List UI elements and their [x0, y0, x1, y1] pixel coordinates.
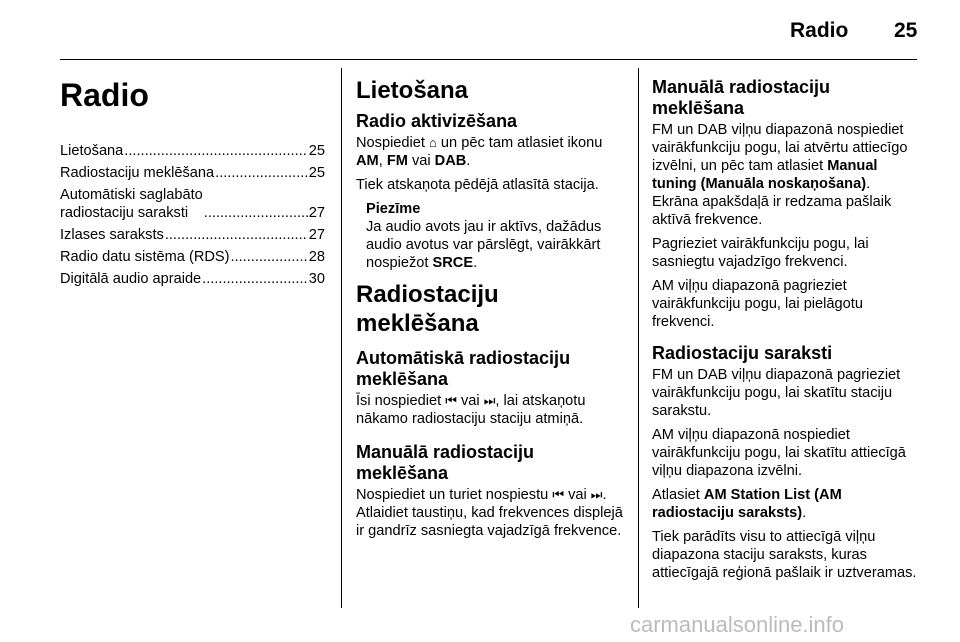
toc-list: [60, 142, 325, 288]
page-number: 25: [894, 19, 918, 42]
seek-forward-icon: ⏭: [483, 393, 496, 408]
usage-heading: Lietošana: [356, 77, 469, 104]
toc-entry-title: Radio datu sistēma (RDS): [60, 249, 230, 265]
station-lists-heading: Radiostaciju saraksti: [652, 343, 833, 363]
manual-search-heading: Manuālā radiostaciju meklēšana: [356, 442, 535, 483]
toc-entry-page: 25: [308, 165, 325, 181]
auto-search-paragraph: Īsi nospiediet ⏮ vai ⏭, lai atskaņotu nākamo radiostaciju staciju atmiņā.: [356, 393, 586, 427]
toc-leader-dots: [204, 204, 308, 222]
toc-entry[interactable]: [60, 226, 325, 244]
station-lists-paragraph-4: Tiek parādīts visu to attiecīgā viļņu diapazona staciju saraksts, kuras attiecīgajā reģionā pašlaik ir uztveramas.: [652, 529, 917, 581]
manual-tuning-paragraph-2: Pagrieziet vairākfunkciju pogu, lai sasniegtu vajadzīgo frekvenci.: [652, 236, 869, 270]
toc-entry-page: 28: [308, 249, 325, 265]
seek-forward-icon: ⏭: [590, 487, 603, 502]
column-divider-1: [341, 68, 342, 608]
note-title: Piezīme: [366, 201, 421, 217]
watermark: carmanualsonline.info: [630, 612, 845, 637]
station-lists-paragraph-1: FM un DAB viļņu diapazonā pagrieziet vairākfunkciju pogu, lai skatītu staciju sarakstu.: [652, 367, 901, 419]
seek-back-icon: ⏮: [445, 393, 457, 408]
toc-entry[interactable]: [60, 164, 325, 182]
toc-entry-title: Izlases saraksts: [60, 227, 164, 243]
station-lists-paragraph-3: Atlasiet AM Station List (AM radiostaciju saraksts).: [652, 487, 842, 521]
toc-leader-dots: [124, 142, 307, 160]
search-heading: Radiostaciju meklēšana: [356, 281, 499, 337]
auto-search-heading: Automātiskā radiostaciju meklēšana: [356, 348, 571, 389]
toc-entry[interactable]: [60, 142, 325, 160]
header-rule: [60, 59, 917, 60]
activate-paragraph: Nospiediet ⌂ un pēc tam atlasiet ikonu AM, FM vai DAB.: [356, 135, 603, 169]
toc-leader-dots: [165, 226, 308, 244]
toc-leader-dots: [231, 248, 308, 266]
seek-back-icon: ⏮: [552, 487, 565, 502]
station-lists-paragraph-2: AM viļņu diapazonā nospiediet vairākfunkciju pogu, lai skatītu attiecīgā viļņu diapazona izvēlni.: [652, 427, 906, 479]
toc-entry[interactable]: [60, 248, 325, 266]
toc-entry-title: Digitālā audio apraide: [60, 271, 202, 287]
activate-paragraph-2: Tiek atskaņota pēdējā atlasītā stacija.: [356, 177, 599, 193]
column-divider-2: [638, 68, 639, 608]
manual-tuning-paragraph-1: FM un DAB viļņu diapazonā nospiediet vairākfunkciju pogu, lai atvērtu attiecīgo izvēlni, un pēc tam atlasiet Manual tuning (Manuāla noskaņošana). Ekrāna apakšdaļā ir redzama pašlaik aktīvā frekvence.: [652, 122, 908, 228]
activate-heading: Radio aktivizēšana: [356, 111, 518, 131]
note-box: [366, 200, 623, 272]
toc-entry-title: Radiostaciju meklēšana: [60, 165, 215, 181]
toc-leader-dots: [202, 270, 308, 288]
manual-search-paragraph: Nospiediet un turiet nospiestu ⏮ vai ⏭. Atlaidiet taustiņu, kad frekvences displejā ir gandrīz sasniegta vajadzīgā frekvence.: [356, 487, 623, 539]
usage-column: [356, 68, 623, 546]
manual-tuning-paragraph-3: AM viļņu diapazonā pagrieziet vairākfunkciju pogu, lai pielāgotu frekvenci.: [652, 278, 863, 330]
home-icon: ⌂: [429, 135, 437, 150]
note-text: Ja audio avots jau ir aktīvs, dažādus audio avotus var pārslēgt, vairākkārt nospiežot SRCE.: [366, 219, 602, 271]
toc-entry-title: Lietošana: [60, 143, 124, 159]
toc-entry[interactable]: [60, 270, 325, 288]
toc-entry-page: 25: [308, 143, 325, 159]
toc-column: [60, 68, 325, 292]
manual-tuning-heading: Manuālā radiostaciju meklēšana: [652, 77, 831, 118]
chapter-title: Radio: [60, 77, 149, 113]
manual-tuning-column: [652, 68, 918, 588]
toc-entry-title: Automātiski saglabāto radiostaciju saraksti: [60, 187, 203, 221]
toc-entry[interactable]: [60, 186, 325, 222]
running-header-title: Radio: [790, 19, 849, 42]
toc-entry-page: 30: [308, 271, 325, 287]
toc-entry-page: 27: [308, 205, 325, 221]
toc-entry-page: 27: [308, 227, 325, 243]
toc-leader-dots: [215, 164, 308, 182]
